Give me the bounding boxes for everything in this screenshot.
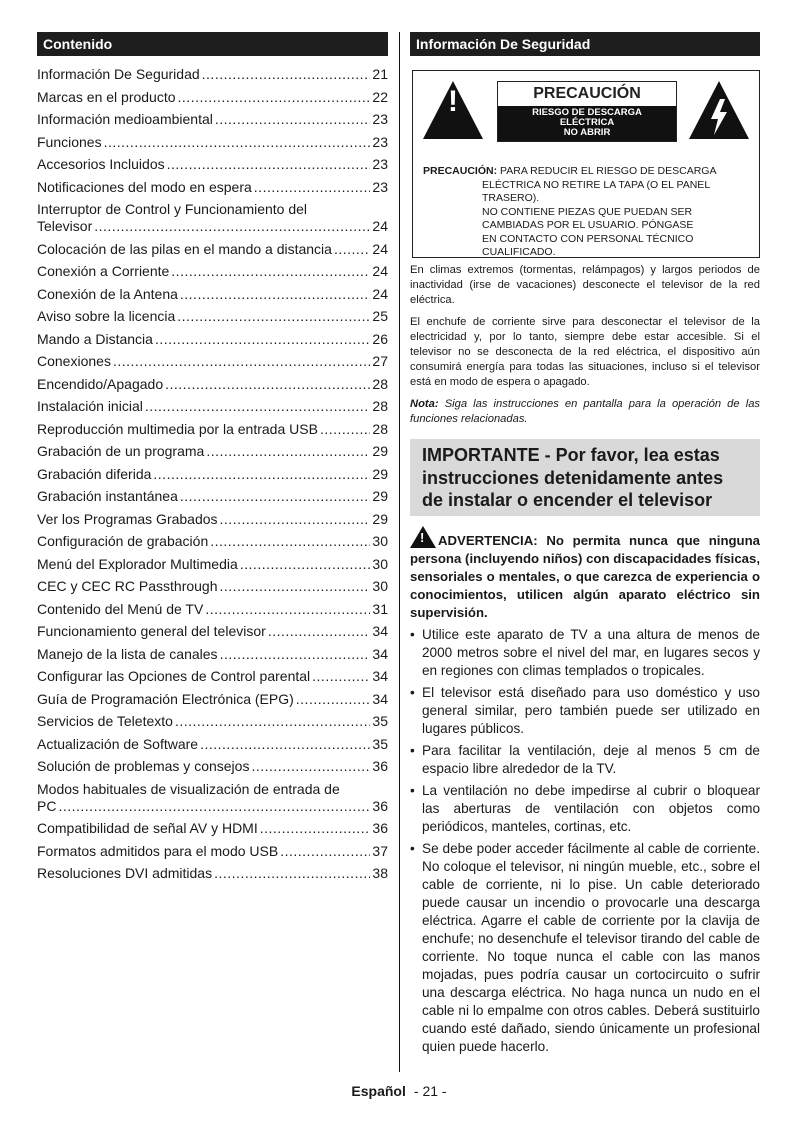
caution-line: ELÉCTRICA NO RETIRE LA TAPA (O EL PANEL xyxy=(482,178,711,191)
toc-leader-dots xyxy=(177,308,370,324)
toc-leader-dots xyxy=(260,820,371,836)
toc-entry-page: 23 xyxy=(372,156,388,172)
toc-entry-row xyxy=(37,623,388,639)
toc-entry-page: 30 xyxy=(372,578,388,594)
toc-entry-row xyxy=(37,263,388,279)
toc-leader-dots xyxy=(312,668,370,684)
toc-leader-dots xyxy=(206,443,370,459)
column-divider xyxy=(399,32,400,1072)
toc-entry-row xyxy=(37,736,388,752)
climate-paragraph: En climas extremos (tormentas, relámpagos) y largos periodos de inactividad (irse de vacaciones) desconecte el televisor de la red eléctrica. xyxy=(410,264,760,307)
toc-entry-title: Instalación inicial xyxy=(37,398,143,414)
toc-entry-page: 21 xyxy=(372,66,388,82)
toc-entry-page: 22 xyxy=(372,88,388,105)
toc-entry-row xyxy=(37,713,388,729)
toc-leader-dots xyxy=(180,286,371,302)
toc-entry[interactable] xyxy=(37,263,388,279)
toc-entry-row xyxy=(37,331,388,347)
toc-entry-page: 24 xyxy=(372,218,388,234)
toc-leader-dots xyxy=(178,89,371,105)
footer-language: Español xyxy=(351,1083,406,1099)
toc-leader-dots xyxy=(210,533,370,549)
toc-entry[interactable] xyxy=(37,736,388,752)
toc-entry[interactable] xyxy=(37,601,388,617)
toc-leader-dots xyxy=(155,331,370,347)
toc-entry[interactable] xyxy=(37,781,388,814)
toc-entry[interactable] xyxy=(37,488,388,504)
toc-entry-page: 30 xyxy=(372,533,388,549)
toc-leader-dots xyxy=(180,488,371,504)
toc-entry-row xyxy=(37,646,388,662)
safety-bullet: • El televisor está diseñado para uso doméstico y uso general similar, pero también puede ser utilizado en lugares públicos. xyxy=(410,684,760,738)
note-text: Siga las instrucciones en pantalla para la operación de las funciones relacionadas. xyxy=(410,397,761,425)
toc-leader-dots xyxy=(214,865,370,881)
toc-entry-title: Encendido/Apagado xyxy=(37,375,164,392)
toc-entry[interactable] xyxy=(37,66,388,82)
warning-paragraph xyxy=(410,526,760,622)
toc-entry-row xyxy=(37,308,388,324)
caution-line: NO CONTIENE PIEZAS QUE PUEDAN SER xyxy=(482,205,693,218)
toc-entry-row xyxy=(37,843,388,859)
toc-entry[interactable] xyxy=(37,286,388,302)
toc-entry-page: 23 xyxy=(372,133,388,150)
lightning-bolt-icon xyxy=(706,97,732,137)
toc-entry-title: Ver los Programas Grabados xyxy=(37,510,218,527)
toc-entry-title-line: Modos habituales de visualización de entrada de xyxy=(37,780,340,797)
toc-entry[interactable] xyxy=(37,511,388,527)
toc-entry-title: CEC y CEC RC Passthrough xyxy=(37,578,218,594)
note-label: Nota: xyxy=(410,397,439,410)
toc-leader-dots xyxy=(220,646,371,662)
note-paragraph xyxy=(410,397,760,427)
toc-entry-title: Reproducción multimedia por la entrada USB xyxy=(37,420,318,437)
caution-line: EN CONTACTO CON PERSONAL TÉCNICO xyxy=(482,232,694,245)
toc-entry-title: Contenido del Menú de TV xyxy=(37,600,204,617)
toc-entry[interactable] xyxy=(37,353,388,369)
toc-entry-row xyxy=(37,218,388,234)
toc-entry-row xyxy=(37,865,388,881)
toc-leader-dots xyxy=(268,623,371,639)
caution-sub-line: ELÉCTRICA xyxy=(559,117,615,128)
toc-entry[interactable] xyxy=(37,533,388,549)
toc-entry-row xyxy=(37,533,388,549)
toc-leader-dots xyxy=(167,156,371,172)
toc-entry-page: 38 xyxy=(372,865,388,881)
toc-entry-page: 31 xyxy=(372,600,388,617)
toc-entry-page: 29 xyxy=(372,443,388,459)
safety-bullet: • La ventilación no debe impedirse al cubrir o bloquear las aberturas de ventilación con objetos como periódicos, manteles, cortinas, etc. xyxy=(410,782,760,836)
toc-entry[interactable] xyxy=(37,241,388,257)
toc-leader-dots xyxy=(104,134,371,150)
page-number: - 21 - xyxy=(413,1083,447,1099)
page-footer xyxy=(0,1083,798,1099)
toc-entry[interactable] xyxy=(37,443,388,459)
toc-entry[interactable] xyxy=(37,156,388,172)
toc-leader-dots xyxy=(251,758,370,774)
toc-header: Contenido xyxy=(37,32,388,56)
caution-label-box xyxy=(412,70,760,258)
toc-entry-row xyxy=(37,179,388,195)
toc-entry-title: Compatibilidad de señal AV y HDMI xyxy=(37,820,258,836)
caution-line: TRASERO). xyxy=(482,192,540,204)
warning-triangle-icon: ! xyxy=(410,526,436,548)
toc-entry-title: Solución de problemas y consejos xyxy=(37,758,250,774)
toc-entry-row xyxy=(37,578,388,594)
toc-entry-title: Servicios de Teletexto xyxy=(37,713,173,729)
exclamation-mark-icon: ! xyxy=(448,85,458,118)
toc-entry-title: Televisor xyxy=(37,218,93,234)
toc-entry[interactable] xyxy=(37,111,388,127)
toc-entry-row xyxy=(37,353,388,369)
toc-entry-title: Información De Seguridad xyxy=(37,66,200,82)
toc-entry-row xyxy=(37,286,388,302)
toc-entry-title: Mando a Distancia xyxy=(37,330,153,347)
toc-entry[interactable] xyxy=(37,691,388,707)
toc-leader-dots xyxy=(240,556,371,572)
toc-entry-row xyxy=(37,691,388,707)
toc-entry[interactable] xyxy=(37,89,388,105)
toc-entry-row xyxy=(37,66,388,82)
toc-entry-row xyxy=(37,488,388,504)
toc-entry[interactable] xyxy=(37,179,388,195)
toc-entry[interactable] xyxy=(37,308,388,324)
toc-entry[interactable] xyxy=(37,623,388,639)
toc-entry-row xyxy=(37,421,388,437)
toc-entry-page: 36 xyxy=(372,758,388,774)
toc-entry-page: 25 xyxy=(372,308,388,324)
toc-leader-dots xyxy=(58,798,370,814)
safety-bullet: • Utilice este aparato de TV a una altura de menos de 2000 metros sobre el nivel del mar, en lugares secos y en regiones con climas templados o tropicales. xyxy=(410,626,760,680)
toc-list xyxy=(37,66,388,881)
toc-entry-page: 28 xyxy=(372,420,388,437)
toc-entry-page: 35 xyxy=(372,735,388,752)
toc-entry-page: 34 xyxy=(372,690,388,707)
toc-entry-title: Información medioambiental xyxy=(37,111,213,127)
safety-bullet-list xyxy=(410,626,760,1056)
toc-entry-page: 34 xyxy=(372,645,388,662)
toc-entry[interactable] xyxy=(37,398,388,414)
toc-entry-title: Notificaciones del modo en espera xyxy=(37,178,252,195)
toc-leader-dots xyxy=(205,601,370,617)
safety-header: Información De Seguridad xyxy=(410,32,760,56)
toc-entry-title: Colocación de las pilas en el mando a distancia xyxy=(37,240,332,257)
safety-section xyxy=(410,32,760,1060)
toc-leader-dots xyxy=(220,578,371,594)
toc-entry-page: 26 xyxy=(372,330,388,347)
toc-entry-title: Funciones xyxy=(37,133,102,150)
toc-entry[interactable] xyxy=(37,421,388,437)
toc-entry[interactable] xyxy=(37,466,388,482)
toc-entry-title: Conexión de la Antena xyxy=(37,285,178,302)
toc-entry-row xyxy=(37,241,388,257)
toc-entry-title: Resoluciones DVI admitidas xyxy=(37,865,213,881)
toc-entry-row xyxy=(37,466,388,482)
toc-entry-title: Conexiones xyxy=(37,353,111,369)
toc-entry-title: Accesorios Incluidos xyxy=(37,156,165,172)
toc-entry[interactable] xyxy=(37,713,388,729)
caution-sub-line: NO ABRIR xyxy=(563,127,611,138)
toc-entry-page: 28 xyxy=(372,398,388,414)
toc-entry-page: 24 xyxy=(372,240,388,257)
toc-entry[interactable] xyxy=(37,820,388,836)
toc-entry-page: 24 xyxy=(372,285,388,302)
toc-entry[interactable] xyxy=(37,556,388,572)
toc-leader-dots xyxy=(202,66,371,82)
toc-entry-page: 36 xyxy=(372,820,388,836)
toc-entry-row xyxy=(37,601,388,617)
toc-entry-row xyxy=(37,758,388,774)
toc-leader-dots xyxy=(165,376,370,392)
toc-entry-page: 23 xyxy=(372,178,388,195)
plug-paragraph: El enchufe de corriente sirve para desconectar el televisor de la electricidad y, por lo tanto, siempre debe estar accesible. Si el televisor no se desconecta de la red eléctrica, el dispositivo aún consumirá energía para todas las situaciones, incluso si el televisor está en modo de espera o apagado. xyxy=(410,315,760,389)
toc-entry-row xyxy=(37,443,388,459)
toc-entry-title: Conexión a Corriente xyxy=(37,263,170,279)
toc-entry-page: 27 xyxy=(372,353,388,369)
caution-title: PRECAUCIÓN xyxy=(533,85,641,102)
toc-entry-title: Formatos admitidos para el modo USB xyxy=(37,842,279,859)
safety-bullet: • Para facilitar la ventilación, deje al menos 5 cm de espacio libre alrededor de la TV. xyxy=(410,742,760,778)
toc-leader-dots xyxy=(171,263,370,279)
toc-entry-title: Configuración de grabación xyxy=(37,533,209,549)
toc-entry-row xyxy=(37,156,388,172)
toc-entry-title: PC xyxy=(37,797,57,814)
toc-leader-dots xyxy=(175,713,370,729)
toc-entry-page: 29 xyxy=(372,510,388,527)
caution-label: PRECAUCIÓN: xyxy=(423,165,498,177)
toc-entry-page: 28 xyxy=(372,375,388,392)
toc-entry-row xyxy=(37,398,388,414)
toc-entry-page: 34 xyxy=(372,623,388,639)
toc-leader-dots xyxy=(215,111,371,127)
important-notice: IMPORTANTE - Por favor, lea estas instrucciones detenidamente antes de instalar o encender el televisor xyxy=(410,439,760,516)
toc-entry-title: Menú del Explorador Multimedia xyxy=(37,555,238,572)
toc-entry[interactable] xyxy=(37,865,388,881)
caution-sub-line: RIESGO DE DESCARGA xyxy=(532,107,642,118)
toc-entry-row xyxy=(37,111,388,127)
toc-entry[interactable] xyxy=(37,201,388,234)
caution-text xyxy=(423,165,753,260)
toc-entry-row xyxy=(37,511,388,527)
toc-entry-title: Grabación instantánea xyxy=(37,488,178,504)
toc-entry-page: 23 xyxy=(372,111,388,127)
toc-entry[interactable] xyxy=(37,646,388,662)
toc-entry-row xyxy=(37,556,388,572)
toc-entry-title: Manejo de la lista de canales xyxy=(37,645,218,662)
toc-entry-page: 30 xyxy=(372,555,388,572)
toc-entry[interactable] xyxy=(37,376,388,392)
toc-entry-page: 37 xyxy=(372,842,388,859)
toc-entry-title-line: Interruptor de Control y Funcionamiento del xyxy=(37,201,308,217)
toc-leader-dots xyxy=(296,691,371,707)
toc-entry-row xyxy=(37,820,388,836)
caution-line: CUALIFICADO. xyxy=(482,246,556,258)
toc-entry-title: Configurar las Opciones de Control parental xyxy=(37,668,311,684)
toc-leader-dots xyxy=(153,466,370,482)
toc-leader-dots xyxy=(200,736,370,752)
toc-entry-page: 29 xyxy=(372,465,388,482)
toc-entry-title: Grabación de un programa xyxy=(37,443,205,459)
toc-entry-row xyxy=(37,134,388,150)
toc-entry-title: Grabación diferida xyxy=(37,465,152,482)
toc-entry-row xyxy=(37,798,388,814)
toc-entry[interactable] xyxy=(37,134,388,150)
toc-entry-title: Marcas en el producto xyxy=(37,88,176,105)
toc-entry-page: 35 xyxy=(372,713,388,729)
caution-panel xyxy=(497,81,677,142)
toc-entry[interactable] xyxy=(37,758,388,774)
toc-entry-row xyxy=(37,376,388,392)
toc-leader-dots xyxy=(113,353,370,369)
caution-subtitle xyxy=(498,106,676,141)
toc-leader-dots xyxy=(334,241,370,257)
table-of-contents xyxy=(37,32,388,888)
caution-line: CAMBIADAS POR EL USUARIO. PÓNGASE xyxy=(482,219,694,231)
toc-entry-page: 24 xyxy=(372,263,388,279)
toc-entry-title: Aviso sobre la licencia xyxy=(37,308,176,324)
safety-bullet: • Se debe poder acceder fácilmente al cable de corriente. No coloque el televisor, ni ningún mueble, etc., sobre el cable de corriente, ni lo pise. Un cable deteriorado puede causar un incendio o provocarle una descarga eléctrica. Agarre el cable de corriente por la clavija de enchufe; no desenchufe el televisor tirando del cable de corriente. No toque nunca el cable con las manos mojadas, pues podría causar un cortocircuito o sufrir una descarga eléctrica. No haga nunca un nudo en el cable ni lo empalme con otros cables. Deberá sustituirlo cuando esté dañado, siendo únicamente un profesional quien puede hacerlo. xyxy=(410,840,760,1056)
toc-entry-page: 34 xyxy=(372,668,388,684)
toc-leader-dots xyxy=(320,421,370,437)
toc-entry-row xyxy=(37,89,388,105)
toc-leader-dots xyxy=(220,511,371,527)
toc-entry[interactable] xyxy=(37,668,388,684)
toc-entry-page: 36 xyxy=(372,797,388,814)
caution-line: PARA REDUCIR EL RIESGO DE DESCARGA xyxy=(500,165,717,177)
toc-leader-dots xyxy=(254,179,371,195)
toc-leader-dots xyxy=(280,843,370,859)
toc-entry-title: Actualización de Software xyxy=(37,735,199,752)
toc-entry-title: Funcionamiento general del televisor xyxy=(37,623,266,639)
toc-entry[interactable] xyxy=(37,578,388,594)
toc-leader-dots xyxy=(145,398,371,414)
toc-leader-dots xyxy=(94,218,370,234)
toc-entry-page: 29 xyxy=(372,488,388,504)
toc-entry-title: Guía de Programación Electrónica (EPG) xyxy=(37,690,294,707)
warning-text: ADVERTENCIA: No permita nunca que ninguna persona (incluyendo niños) con discapacidades físicas, sensoriales o mentales, o que carezca de experiencia o conocimientos, utilicen algún aparato eléctrico sin supervisión. xyxy=(410,532,760,620)
toc-entry[interactable] xyxy=(37,331,388,347)
toc-entry[interactable] xyxy=(37,843,388,859)
toc-entry-row xyxy=(37,668,388,684)
